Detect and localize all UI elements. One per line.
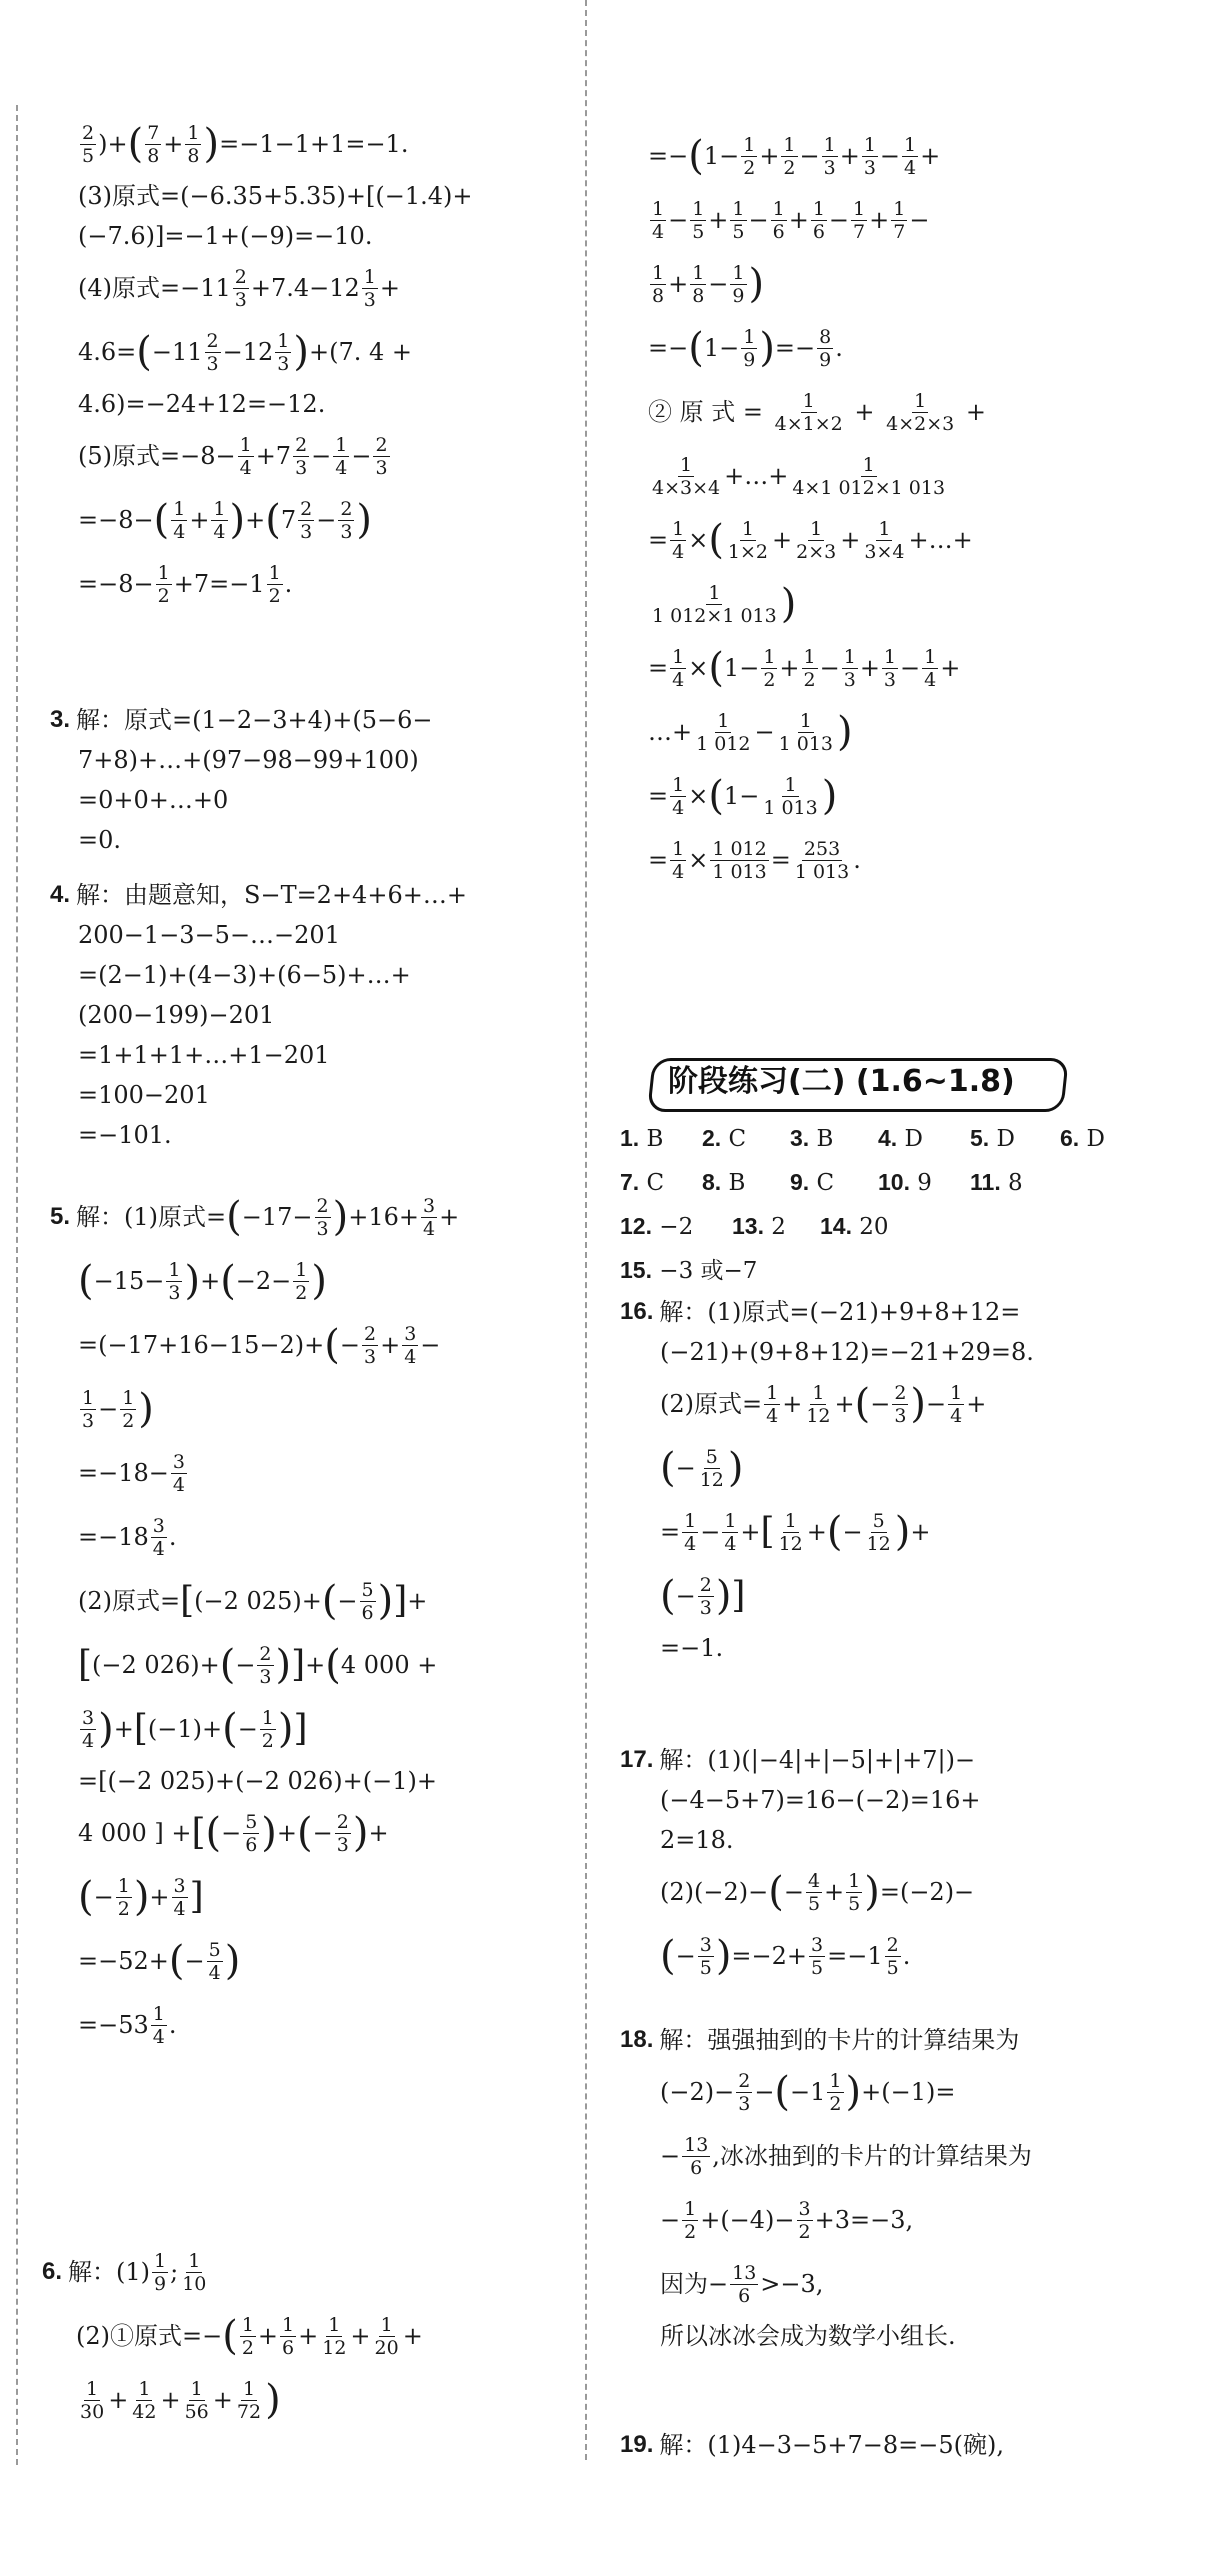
text: +(−4)− xyxy=(700,2206,795,2234)
line: [ (−2 026)+ ( − $\frac{2}{3}$ ) ] + ( 4 000 + xyxy=(78,1642,438,1688)
text: =−18 xyxy=(78,1523,149,1551)
line: (2)原式= [ (−2 025)+ ( − $\frac{5}{6}$ ) ] + xyxy=(78,1578,428,1624)
line: =− ( 1− $\frac{1}{9}$ ) =− $\frac{8}{9}$ . xyxy=(648,325,843,371)
text: 4 000 ] + xyxy=(78,1819,192,1847)
text: 解：原式=(1−2−3+4)+(5−6− xyxy=(76,706,433,734)
question-number: 4. xyxy=(50,881,71,908)
q16 xyxy=(620,1292,1034,1668)
line: ( − $\frac{3}{5}$ ) =−2+ $\frac{3}{5}$ =−1 $\frac{2}{5}$ . xyxy=(660,1933,911,1979)
text: = xyxy=(648,654,669,682)
line: =1+1+1+…+1−201 xyxy=(78,1041,330,1069)
line: 2=18. xyxy=(660,1826,734,1854)
answer-item: 7. C xyxy=(620,1169,665,1196)
line: =− ( 1− $\frac{1}{2}$ + $\frac{1}{2}$ − $\frac{1}{3}$ + $\frac{1}{3}$ − $\frac{1}{4}$ + xyxy=(648,133,941,179)
line: 4 000 ] + [ ( − $\frac{5}{6}$ ) + ( − $\frac{2}{3}$ ) + xyxy=(78,1810,389,1856)
text: =−8− xyxy=(78,570,154,598)
line: =−18− $\frac{3}{4}$ xyxy=(78,1450,185,1496)
text: =−1−1+1=−1. xyxy=(219,130,409,158)
text: = xyxy=(648,782,669,810)
line: =−1. xyxy=(660,1634,724,1662)
q6 xyxy=(42,2240,423,2432)
text: 解：(1)4−3−5+7−8=−5(碗), xyxy=(659,2431,1004,2459)
line: =[(−2 025)+(−2 026)+(−1)+ xyxy=(78,1767,437,1795)
line: …+ $\frac{1}{1 012}$ − $\frac{1}{1 013}$ ) xyxy=(648,709,853,755)
line: − $\frac{1}{2}$ +(−4)− $\frac{3}{2}$ +3=−3, xyxy=(660,2197,914,2243)
text: (5)原式=−8− xyxy=(78,442,236,470)
text: =−53 xyxy=(78,2011,149,2039)
text: =−18− xyxy=(78,1459,169,1487)
text: +7=−1 xyxy=(173,570,265,598)
line: 因为− $\frac{13}{6}$ >−3, xyxy=(660,2261,824,2307)
q18 xyxy=(620,2020,1032,2356)
line: 4.6)=−24+12=−12. xyxy=(78,390,326,418)
line: $\frac{1}{4}$ − $\frac{1}{5}$ + $\frac{1}{5}$ − $\frac{1}{6}$ + $\frac{1}{6}$ − $\frac{1}{7}$ + $\frac{1}{7}$ − xyxy=(652,197,930,243)
line: =0. xyxy=(78,826,122,854)
line: =−8− $\frac{1}{2}$ +7=−1 $\frac{1}{2}$ . xyxy=(78,561,293,607)
text: 解：(1)(|−4|+|−5|+|+7|)− xyxy=(659,1746,976,1774)
line: ( − $\frac{5}{12}$ ) xyxy=(660,1445,744,1491)
line: (−7.6)]=−1+(−9)=−10. xyxy=(78,222,373,250)
line: (3)原式=(−6.35+5.35)+[(−1.4)+ xyxy=(78,182,473,210)
text: = xyxy=(648,526,669,554)
answer-item: 11. 8 xyxy=(970,1169,1023,1196)
line: = $\frac{1}{4}$ × ( 1− $\frac{1}{1 013}$ ) xyxy=(648,773,838,819)
line: =100−201 xyxy=(78,1081,210,1109)
answer-item: 15. −3 或−7 xyxy=(620,1257,758,1284)
line: =−8− ( $\frac{1}{4}$ + $\frac{1}{4}$ ) + ( 7 $\frac{2}{3}$ − $\frac{2}{3}$ ) xyxy=(78,497,373,543)
text: ,冰冰抽到的卡片的计算结果为 xyxy=(712,2142,1032,2170)
text: 因为− xyxy=(660,2270,729,2298)
line: = $\frac{1}{4}$ − $\frac{1}{4}$ + [ $\frac{1}{12}$ + ( − $\frac{5}{12}$ ) + xyxy=(660,1509,931,1555)
answer-item: 6. D xyxy=(1060,1125,1105,1152)
q5 xyxy=(50,1185,459,2057)
line: (200−199)−201 xyxy=(78,1001,275,1029)
line: =0+0+…+0 xyxy=(78,786,229,814)
answer-item: 8. B xyxy=(702,1169,746,1196)
line xyxy=(50,875,467,915)
text: 解：(1)原式= xyxy=(76,1203,227,1231)
answer-item: 5. D xyxy=(970,1125,1015,1152)
answer-item: 9. C xyxy=(790,1169,835,1196)
question-number: 3. xyxy=(50,706,71,733)
line xyxy=(620,1292,1034,1332)
line: ( − $\frac{2}{3}$ ) ] xyxy=(660,1573,746,1619)
answer-item: 10. 9 xyxy=(878,1169,932,1196)
line xyxy=(620,2020,1032,2060)
q2-continuation xyxy=(78,112,473,616)
text: = xyxy=(648,846,669,874)
text: ② 原 式 = xyxy=(648,398,763,426)
answer-item: 12. −2 xyxy=(620,1213,694,1240)
line: $\frac{1}{30}$ + $\frac{1}{42}$ + $\frac{1}{56}$ + $\frac{1}{72}$ ) xyxy=(80,2377,281,2423)
line: (4)原式=−11 $\frac{2}{3}$ +7.4−12 $\frac{1}{3}$ + xyxy=(78,265,400,311)
text: >−3, xyxy=(760,2270,824,2298)
line: (−2)− $\frac{2}{3}$ − ( −1 $\frac{1}{2}$ ) +(−1)= xyxy=(660,2069,956,2115)
multiple-choice-answers xyxy=(620,1118,1200,1298)
question-number: 19. xyxy=(620,2431,654,2458)
line: =(2−1)+(4−3)+(6−5)+…+ xyxy=(78,961,411,989)
line: =−101. xyxy=(78,1121,172,1149)
line: $\frac{1}{4\times 3\times 4}$ +…+ $\frac{1}{4\times 1 012\times 1 013}$ xyxy=(652,453,946,499)
text: =(−17+16−15−2)+ xyxy=(78,1331,325,1359)
q19 xyxy=(620,2425,1004,2465)
line: 200−1−3−5−…−201 xyxy=(78,921,340,949)
answer-item: 1. B xyxy=(620,1125,664,1152)
text: =(−2)− xyxy=(879,1878,975,1906)
line: ( − $\frac{1}{2}$ ) + $\frac{3}{4}$ ] xyxy=(78,1874,204,1920)
question-number: 17. xyxy=(620,1746,654,1773)
line: =−52+ ( − $\frac{5}{4}$ ) xyxy=(78,1938,241,1984)
answer-item: 13. 2 xyxy=(732,1213,786,1240)
text: (2)①原式=− xyxy=(76,2322,223,2350)
line xyxy=(620,2425,1004,2465)
line: (2)(−2)− ( − $\frac{4}{5}$ + $\frac{1}{5}$ ) =(−2)− xyxy=(660,1869,975,1915)
text: (2)(−2)− xyxy=(660,1878,769,1906)
line: (−21)+(9+8+12)=−21+29=8. xyxy=(660,1338,1034,1366)
line: $\frac{1}{3}$ − $\frac{1}{2}$ ) xyxy=(82,1386,154,1432)
answer-item: 2. C xyxy=(702,1125,747,1152)
line: (−4−5+7)=16−(−2)=16+ xyxy=(660,1786,981,1814)
q6-continuation xyxy=(648,124,986,892)
line: =(−17+16−15−2)+ ( − $\frac{2}{3}$ + $\frac{3}{4}$ − xyxy=(78,1322,441,1368)
line: $\frac{1}{8}$ + $\frac{1}{8}$ − $\frac{1}{9}$ ) xyxy=(652,261,765,307)
text: +3=−3, xyxy=(814,2206,914,2234)
answer-item: 4. D xyxy=(878,1125,923,1152)
answer-item: 3. B xyxy=(790,1125,834,1152)
question-number: 6. xyxy=(42,2258,63,2285)
question-number: 16. xyxy=(620,1298,654,1325)
left-column xyxy=(0,0,600,2563)
line: ② 原 式 = $\frac{1}{4\times 1\times 2}$ + $\frac{1}{4\times 2\times 3}$ + xyxy=(648,389,986,435)
text: (2)原式= xyxy=(660,1390,763,1418)
text: =−1 xyxy=(827,1942,883,1970)
line: =−18 $\frac{3}{4}$ . xyxy=(78,1514,177,1560)
line: 7+8)+…+(97−98−99+100) xyxy=(78,746,419,774)
text: =−8− xyxy=(78,506,154,534)
line: $\frac{2}{5}$ )+ ( $\frac{7}{8}$ + $\frac{1}{8}$ ) =−1−1+1=−1. xyxy=(82,121,409,167)
text: 解：由题意知，S−T=2+4+6+…+ xyxy=(76,881,467,909)
text: =− xyxy=(648,334,689,362)
line: 所以冰冰会成为数学小组长. xyxy=(660,2322,956,2350)
line: = $\frac{1}{4}$ × ( 1− $\frac{1}{2}$ + $\frac{1}{2}$ − $\frac{1}{3}$ + $\frac{1}{3}$ − $\frac{1}{4}$ + xyxy=(648,645,961,691)
text: 解：(1) xyxy=(68,2258,151,2286)
line xyxy=(50,700,433,740)
text: 解：强强抽到的卡片的计算结果为 xyxy=(659,2026,1020,2054)
line xyxy=(620,1740,980,1780)
line: − $\frac{13}{6}$ ,冰冰抽到的卡片的计算结果为 xyxy=(660,2133,1032,2179)
column-divider xyxy=(585,0,587,2460)
line: =−53 $\frac{1}{4}$ . xyxy=(78,2002,177,2048)
fraction: $\frac{2}{5}$ xyxy=(82,121,95,167)
line: 6. 解：(1) $\frac{1}{9}$ ; $\frac{1}{10}$ xyxy=(42,2249,207,2295)
banner-title: 阶段练习(二) (1.6~1.8) xyxy=(668,1064,1015,1099)
text: =−52+ xyxy=(78,1947,169,1975)
line: $\frac{3}{4}$ ) + [ (−1)+ ( − $\frac{1}{2}$ ) ] xyxy=(82,1706,308,1752)
line: 4.6= ( −11 $\frac{2}{3}$ −12 $\frac{1}{3}$ ) +(7. 4 + xyxy=(78,329,413,375)
line: = $\frac{1}{4}$ × $\frac{1 012}{1 013}$ = $\frac{253}{1 013}$ . xyxy=(648,837,861,883)
line: (2)原式= $\frac{1}{4}$ + $\frac{1}{12}$ + ( − $\frac{2}{3}$ ) − $\frac{1}{4}$ + xyxy=(660,1381,987,1427)
text: (4)原式=−11 xyxy=(78,274,231,302)
line: ( −15− $\frac{1}{3}$ ) + ( −2− $\frac{1}{2}$ ) xyxy=(78,1258,327,1304)
question-number: 5. xyxy=(50,1203,71,1230)
question-number: 18. xyxy=(620,2026,654,2053)
text: =− xyxy=(648,142,689,170)
answer-item: 14. 20 xyxy=(820,1213,889,1240)
line: 5. 解：(1)原式= ( −17− $\frac{2}{3}$ ) +16+ $\frac{3}{4}$ + xyxy=(50,1194,460,1240)
text: =−2+ xyxy=(731,1942,808,1970)
text: (2)原式= xyxy=(78,1587,181,1615)
q3 xyxy=(50,700,433,860)
text: 4.6= xyxy=(78,338,137,366)
q4 xyxy=(50,875,467,1155)
line: (5)原式=−8− $\frac{1}{4}$ +7 $\frac{2}{3}$ − $\frac{1}{4}$ − $\frac{2}{3}$ xyxy=(78,433,388,479)
text: (−2)− xyxy=(660,2078,735,2106)
line: (2)①原式=− ( $\frac{1}{2}$ + $\frac{1}{6}$ + $\frac{1}{12}$ + $\frac{1}{20}$ + xyxy=(76,2313,423,2359)
line: = $\frac{1}{4}$ × ( $\frac{1}{1\times 2}$ + $\frac{1}{2\times 3}$ + $\frac{1}{3\times 4}$ +…+ xyxy=(648,517,973,563)
section-banner xyxy=(650,1058,1075,1110)
line: $\frac{1}{1 012\times 1 013}$ ) xyxy=(652,581,797,627)
q17 xyxy=(620,1740,980,1988)
right-column xyxy=(608,0,1208,2563)
text: 解：(1)原式=(−21)+9+8+12= xyxy=(659,1298,1021,1326)
